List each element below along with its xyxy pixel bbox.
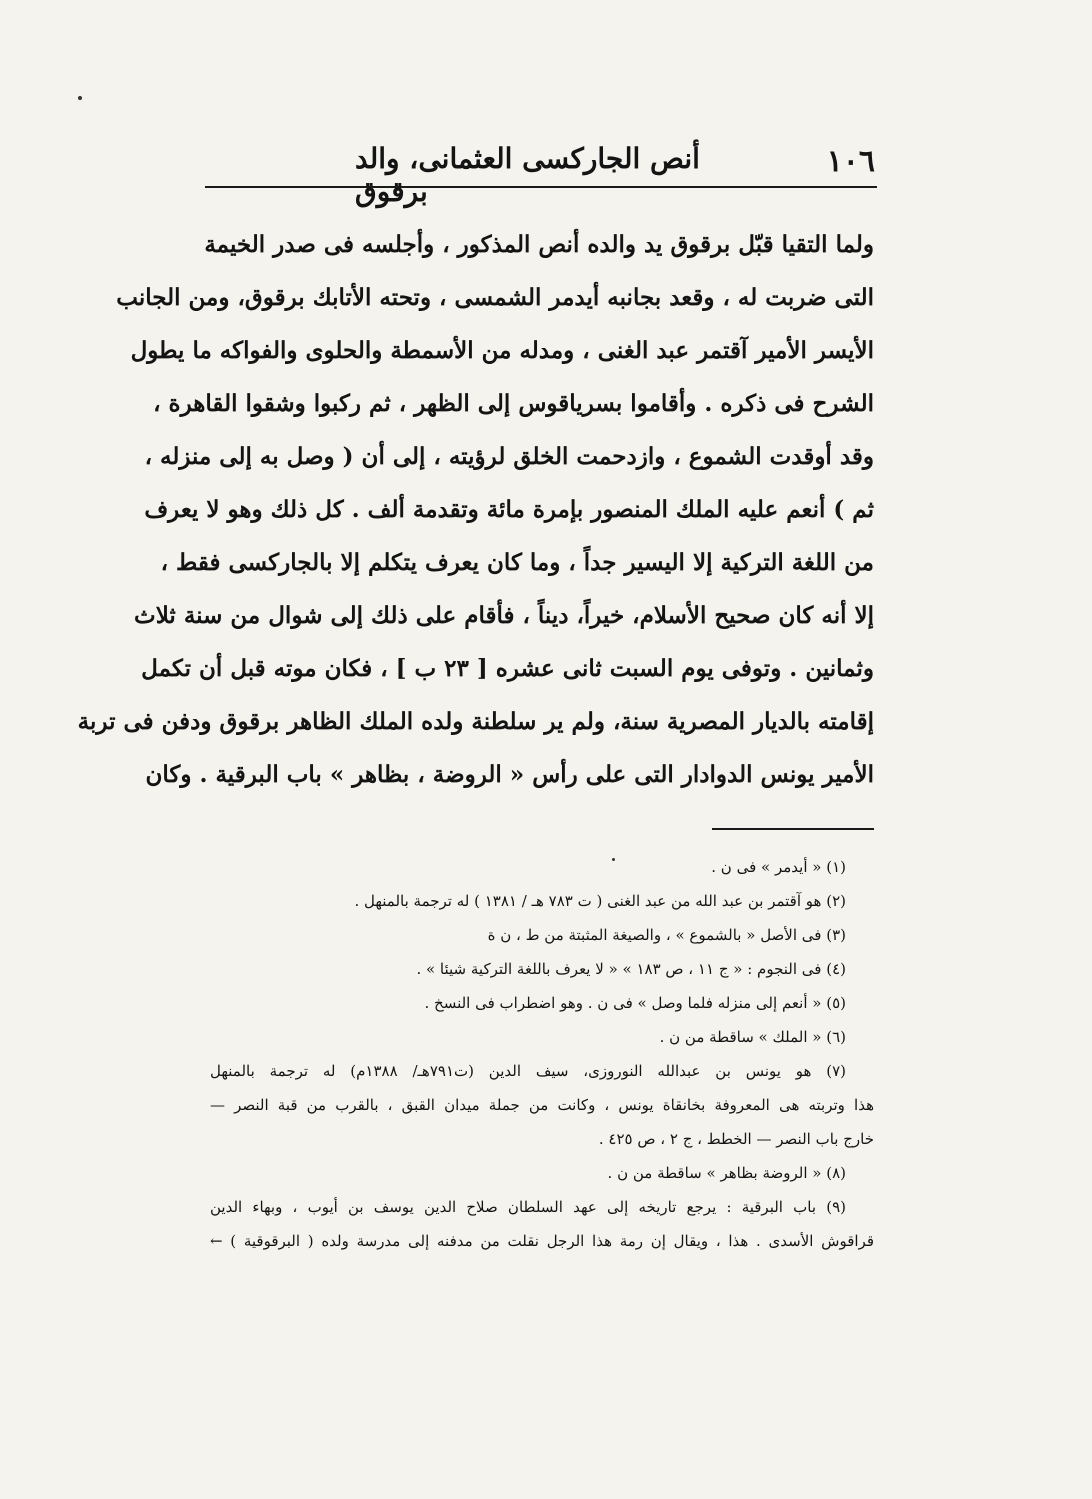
text-line: وثمانين . وتوفى يوم السبت ثانى عشره [ ٢٣ ب ] ، فكان موته قبل أن تكمل xyxy=(141,655,874,682)
footnote-separator xyxy=(712,828,874,830)
footnote: (٦) « الملك » ساقطة من ن . xyxy=(659,1028,846,1046)
text-line: ولما التقيا قبّل برقوق يد والده أنص المذكور ، وأجلسه فى صدر الخيمة xyxy=(204,231,874,258)
text-line: من اللغة التركية إلا اليسير جداً ، وما كان يعرف يتكلم إلا بالجاركسى فقط ، xyxy=(160,549,874,576)
footnote: (٨) « الروضة بظاهر » ساقطة من ن . xyxy=(607,1164,846,1182)
footnote: (٢) هو آقتمر بن عبد الله من عبد الغنى ( ت ٧٨٣ هـ / ١٣٨١ ) له ترجمة بالمنهل . xyxy=(354,892,846,910)
footnote: (٥) « أنعم إلى منزله فلما وصل » فى ن . وهو اضطراب فى النسخ . xyxy=(424,994,846,1012)
main-text xyxy=(77,218,874,801)
text-line: التى ضربت له ، وقعد بجانبه أيدمر الشمسى ، وتحته الأتابك برقوق، ومن الجانب xyxy=(116,284,874,311)
footnote: (٣) فى الأصل « بالشموع » ، والصيغة المثبتة من ط ، ن ة xyxy=(487,926,846,944)
footnote-continuation: قراقوش الأسدى . هذا ، ويقال إن رمة هذا الرجل نقلت من مدفنه إلى مدرسة ولده ( البرقوقية ) ← xyxy=(210,1232,874,1250)
footnote: (٤) فى النجوم : « ج ١١ ، ص ١٨٣ » « لا يعرف باللغة التركية شيئا » . xyxy=(416,960,846,978)
text-line: الشرح فى ذكره . وأقاموا بسرياقوس إلى الظهر ، ثم ركبوا وشقوا القاهرة ، xyxy=(153,390,874,417)
footnotes xyxy=(210,850,874,1258)
footnote: (٩) باب البرقية : يرجع تاريخه إلى عهد السلطان صلاح الدين يوسف بن أيوب ، وبهاء الدين xyxy=(210,1198,846,1216)
text-line: إقامته بالديار المصرية سنة، ولم ير سلطنة ولده الملك الظاهر برقوق ودفن فى تربة xyxy=(77,708,874,735)
text-line: الأيسر الأمير آقتمر عبد الغنى ، ومدله من الأسمطة والحلوى والفواكه ما يطول xyxy=(130,337,874,364)
header-rule xyxy=(205,186,877,188)
footnote: (٧) هو يونس بن عبدالله النوروزى، سيف الدين (ت٧٩١هـ/ ١٣٨٨م) له ترجمة بالمنهل xyxy=(210,1062,846,1080)
text-line: إلا أنه كان صحيح الأسلام، خيراً، ديناً ، فأقام على ذلك إلى شوال من سنة ثلاث xyxy=(134,602,874,629)
text-line: ثم ) أنعم عليه الملك المنصور بإمرة مائة وتقدمة ألف . كل ذلك وهو لا يعرف xyxy=(144,496,874,523)
footnote: (١) « أيدمر » فى ن . xyxy=(711,858,846,876)
text-line: وقد أوقدت الشموع ، وازدحمت الخلق لرؤيته ، إلى أن ( وصل به إلى منزله ، xyxy=(144,443,874,470)
scan-speck xyxy=(78,96,82,100)
page-header xyxy=(205,140,875,208)
text-line: الأمير يونس الدوادار التى على رأس « الروضة ، بظاهر » باب البرقية . وكان xyxy=(145,761,874,788)
page-number: ١٠٦ xyxy=(826,144,875,179)
running-title: أنص الجاركسى العثمانى، والد برقوق xyxy=(355,142,700,208)
footnote-continuation: خارج باب النصر — الخطط ، ج ٢ ، ص ٤٢٥ . xyxy=(598,1130,874,1148)
footnote-continuation: هذا وتربته هى المعروفة بخانقاة يونس ، وكانت من جملة ميدان القبق ، بالقرب من قبة النصر — xyxy=(210,1096,874,1114)
